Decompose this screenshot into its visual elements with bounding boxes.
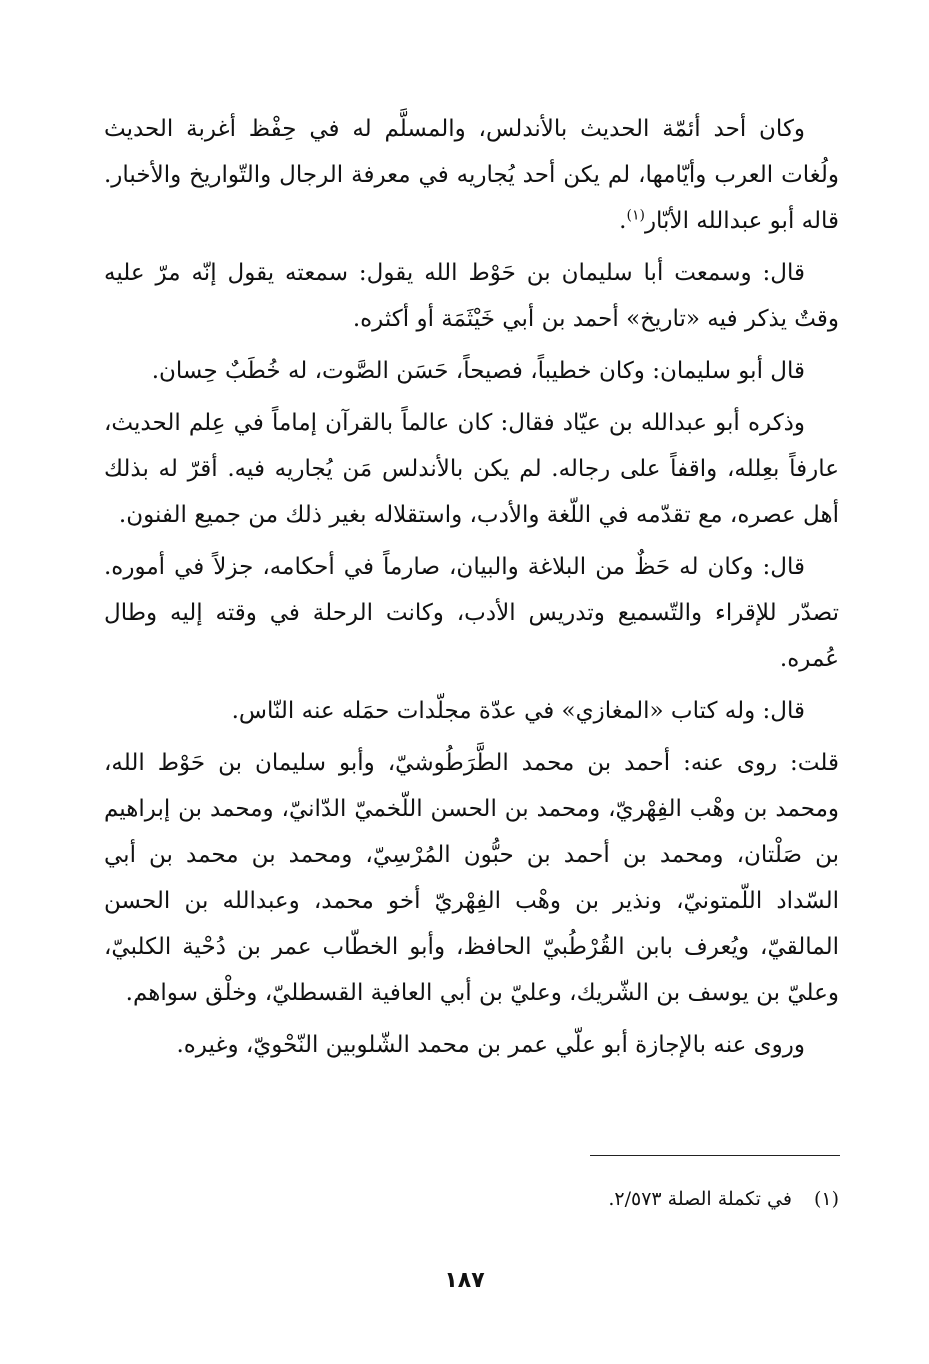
page-number: ١٨٧ <box>444 1268 485 1293</box>
paragraph-3: قال أبو سليمان: وكان خطيباً، فصيحاً، حَسَن الصَّوت، له خُطَبٌ حِسان. <box>151 358 805 384</box>
paragraph-4: وذكره أبو عبدالله بن عيّاد فقال: كان عالماً بالقرآن إماماً في عِلم الحديث، عارفاً بعِلله، واقفاً على رجاله. لم يكن بالأندلس مَن يُجاريه فيه. أقرّ له بذلك أهل عصره، مع تقدّمه في اللّغة والأدب، واستقلاله بغير ذلك من جميع الفنون. <box>104 410 839 528</box>
paragraph-1-tail: . <box>619 208 627 234</box>
footnote <box>608 1184 839 1214</box>
paragraph-6: قال: وله كتاب «المغازي» في عدّة مجلّدات حمَله عنه النّاس. <box>231 698 805 724</box>
paragraph-2: قال: وسمعت أبا سليمان بن حَوْط الله يقول: سمعته يقول إنّه مرّ عليه وقتٌ يذكر فيه «تاريخ» أحمد بن أبي خَيْثَمَة أو أكثره. <box>104 260 839 332</box>
paragraph-7: قلت: روى عنه: أحمد بن محمد الطَّرَطُوشيّ، وأبو سليمان بن حَوْط الله، ومحمد بن وهْب الفِهْريّ، ومحمد بن الحسن اللّخميّ الدّانيّ، ومحمد بن إبراهيم بن صَلْتان، ومحمد بن أحمد بن حبُّون المُرْسِيّ، ومحمد بن محمد بن أبي السّداد اللّمتونيّ، ونذير بن وهْب الفِهْريّ أخو محمد، وعبدالله بن الحسن المالقيّ، ويُعرف بابن القُرْطُبيّ الحافظ، وأبو الخطّاب عمر بن دُحْية الكلبيّ، وعليّ بن يوسف بن الشّريك، وعليّ بن أبي العافية القسطليّ، وخلْق سواهم. <box>104 750 839 1006</box>
paragraph-1-text: وكان أحد أئمّة الحديث بالأندلس، والمسلَّم له في حِفْظ أغربة الحديث ولُغات العرب وأيّامها، لم يكن أحد يُجاريه في معرفة الرجال والتّواريخ والأخبار. قاله أبو عبدالله الأبّار <box>104 116 839 234</box>
paragraph-5: قال: وكان له حَظٌ من البلاغة والبيان، صارماً في أحكامه، جزلاً في أموره. تصدّر للإقراء والتّسميع وتدريس الأدب، وكانت الرحلة في وقته إليه وطال عُمره. <box>104 554 839 672</box>
main-text <box>104 106 839 1074</box>
footnote-reference: (١) <box>626 207 645 224</box>
paragraph-8: وروى عنه بالإجازة أبو علّي عمر بن محمد الشّلوبين النّحْويّ، وغيره. <box>176 1032 805 1058</box>
footnote-number: (١) <box>813 1188 839 1210</box>
paragraph-1 <box>104 106 839 244</box>
footnote-text: في تكملة الصلة ٢/٥٧٣. <box>608 1188 792 1210</box>
footnote-separator <box>590 1155 840 1156</box>
